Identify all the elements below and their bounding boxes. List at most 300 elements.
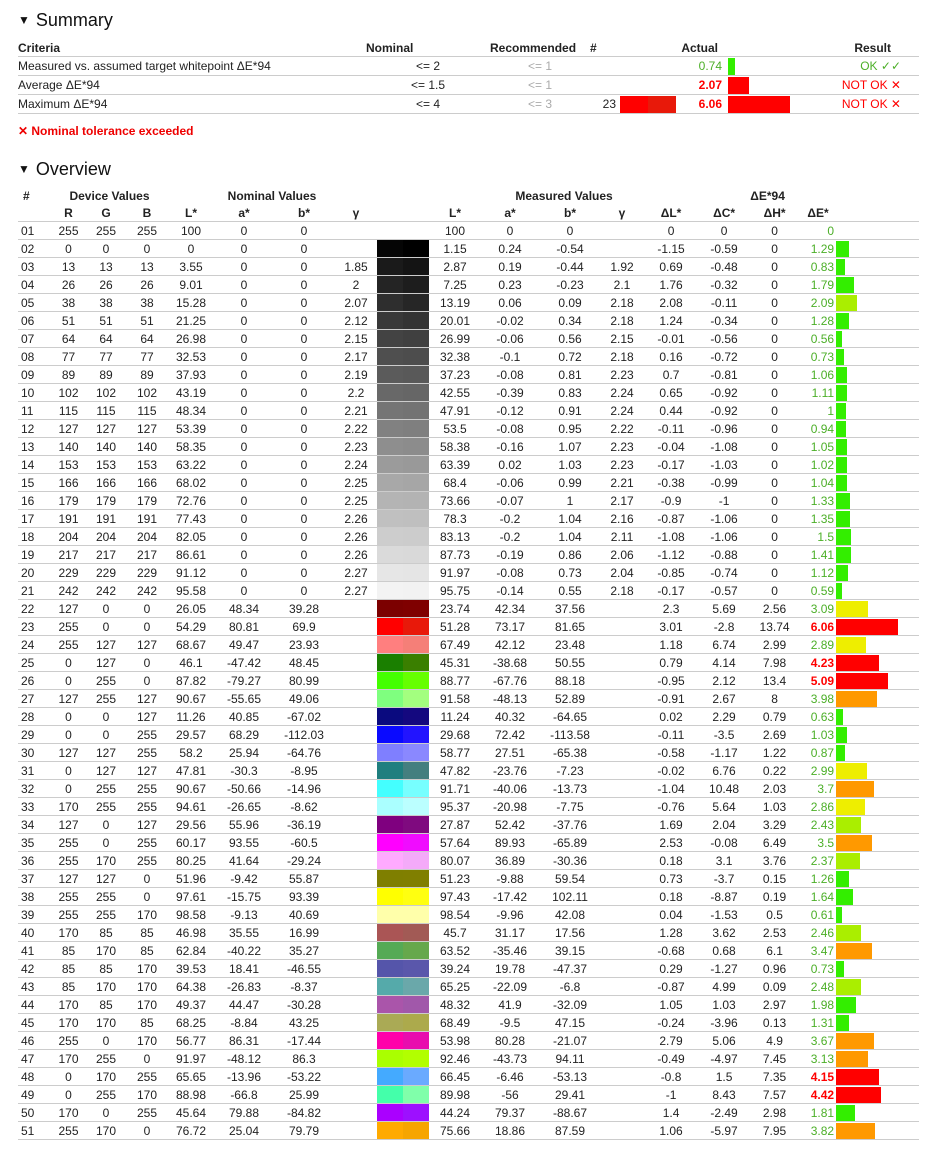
delta-h: 0 [749, 474, 800, 492]
measured-b: -64.65 [539, 708, 601, 726]
patch-number: 50 [18, 1104, 52, 1122]
swatch-pair [377, 888, 429, 905]
delta-e-bar [836, 1051, 868, 1067]
color-swatch [377, 780, 429, 798]
device-g: 255 [85, 798, 127, 816]
color-swatch [377, 366, 429, 384]
device-r: 170 [52, 924, 85, 942]
swatch-measured [403, 294, 429, 311]
delta-e-bar-cell [836, 708, 919, 726]
delta-e-bar [836, 637, 866, 653]
measured-gamma [601, 1050, 643, 1068]
delta-l: 1.05 [643, 996, 699, 1014]
delta-l: -0.49 [643, 1050, 699, 1068]
delta-c: -3.5 [699, 726, 749, 744]
subheader-b: B [142, 205, 152, 220]
delta-e: 1.35 [800, 510, 836, 528]
delta-l: 0.18 [643, 888, 699, 906]
device-b: 179 [127, 492, 167, 510]
overview-row [18, 1104, 919, 1122]
delta-e-bar [836, 709, 842, 725]
nominal-gamma [335, 222, 377, 240]
delta-c: -2.8 [699, 618, 749, 636]
delta-e: 0.63 [800, 708, 836, 726]
color-swatch [377, 276, 429, 294]
measured-gamma [601, 780, 643, 798]
nominal-gamma: 2.26 [335, 528, 377, 546]
actual-bar [728, 77, 749, 94]
patch-number: 19 [18, 546, 52, 564]
nominal-l: 60.17 [167, 834, 215, 852]
patch-number: 22 [18, 600, 52, 618]
nominal-l: 100 [167, 222, 215, 240]
overview-row [18, 564, 919, 582]
nominal-gamma: 2.24 [335, 456, 377, 474]
measured-a: -17.42 [481, 888, 539, 906]
measured-gamma: 2.15 [601, 330, 643, 348]
swatch-pair [377, 960, 429, 977]
delta-c: 2.29 [699, 708, 749, 726]
swatch-measured [403, 996, 429, 1013]
measured-a: 0.06 [481, 294, 539, 312]
swatch-measured [403, 384, 429, 401]
nominal-cell: <= 4 [366, 95, 490, 114]
device-r: 204 [52, 528, 85, 546]
nominal-gamma [335, 780, 377, 798]
patch-number: 24 [18, 636, 52, 654]
measured-b: 42.08 [539, 906, 601, 924]
nominal-b: 0 [273, 222, 335, 240]
swatch-measured [403, 1032, 429, 1049]
overview-row [18, 312, 919, 330]
device-r: 255 [52, 636, 85, 654]
nominal-a: -79.27 [215, 672, 273, 690]
swatch-nominal [377, 942, 403, 959]
measured-gamma [601, 834, 643, 852]
delta-e-bar-cell [836, 978, 919, 996]
measured-l: 92.46 [429, 1050, 481, 1068]
swatch-pair [377, 996, 429, 1013]
device-g: 242 [85, 582, 127, 600]
swatch-nominal [377, 384, 403, 401]
delta-e-bar-cell [836, 1086, 919, 1104]
delta-c: -1.27 [699, 960, 749, 978]
measured-b: 39.15 [539, 942, 601, 960]
measured-gamma [601, 708, 643, 726]
color-swatch [377, 312, 429, 330]
color-swatch [377, 888, 429, 906]
delta-e: 1.03 [800, 726, 836, 744]
device-b: 0 [127, 240, 167, 258]
swatch-nominal [377, 672, 403, 689]
overview-row [18, 672, 919, 690]
nominal-l: 54.29 [167, 618, 215, 636]
device-b: 26 [127, 276, 167, 294]
device-r: 255 [52, 222, 85, 240]
device-b: 255 [127, 744, 167, 762]
delta-e-bar [836, 439, 847, 455]
swatch-nominal [377, 852, 403, 869]
summary-row [18, 95, 919, 114]
nominal-l: 91.12 [167, 564, 215, 582]
color-swatch [377, 852, 429, 870]
nominal-a: 0 [215, 564, 273, 582]
overview-row [18, 996, 919, 1014]
measured-b: -13.73 [539, 780, 601, 798]
measured-b: 0.83 [539, 384, 601, 402]
device-g: 166 [85, 474, 127, 492]
device-b: 255 [127, 834, 167, 852]
measured-a: -9.88 [481, 870, 539, 888]
device-b: 102 [127, 384, 167, 402]
measured-a: -0.06 [481, 474, 539, 492]
swatch-nominal [377, 1086, 403, 1103]
measured-gamma [601, 888, 643, 906]
color-swatch [377, 1086, 429, 1104]
patch-number: 13 [18, 438, 52, 456]
device-b: 38 [127, 294, 167, 312]
measured-b: -113.58 [539, 726, 601, 744]
device-g: 179 [85, 492, 127, 510]
overview-heading[interactable] [16, 156, 111, 182]
nominal-b: -112.03 [273, 726, 335, 744]
measured-a: 0 [481, 222, 539, 240]
overview-section [16, 156, 111, 182]
nominal-a: 18.41 [215, 960, 273, 978]
color-swatch [377, 618, 429, 636]
swatch-measured [403, 1014, 429, 1031]
measured-b: -37.76 [539, 816, 601, 834]
measured-l: 91.71 [429, 780, 481, 798]
delta-e: 3.13 [800, 1050, 836, 1068]
nominal-l: 37.93 [167, 366, 215, 384]
nominal-b: 0 [273, 366, 335, 384]
device-g: 127 [85, 654, 127, 672]
patch-number: 45 [18, 1014, 52, 1032]
measured-gamma: 2.23 [601, 456, 643, 474]
nominal-a: -26.83 [215, 978, 273, 996]
nominal-b: -8.62 [273, 798, 335, 816]
delta-e-bar [836, 1015, 849, 1031]
overview-row [18, 1068, 919, 1086]
measured-l: 51.28 [429, 618, 481, 636]
nominal-l: 43.19 [167, 384, 215, 402]
measured-gamma: 2.21 [601, 474, 643, 492]
swatch-measured [403, 312, 429, 329]
swatch-measured [403, 870, 429, 887]
device-g: 127 [85, 762, 127, 780]
nominal-l: 51.96 [167, 870, 215, 888]
patch-number: 29 [18, 726, 52, 744]
swatch-pair [377, 312, 429, 329]
nominal-a: 48.34 [215, 600, 273, 618]
color-swatch [377, 924, 429, 942]
delta-h: 13.74 [749, 618, 800, 636]
subheader-meas-b: b* [564, 205, 577, 220]
device-g: 170 [85, 852, 127, 870]
nominal-b: 16.99 [273, 924, 335, 942]
measured-b: 1 [539, 492, 601, 510]
device-g: 102 [85, 384, 127, 402]
patch-number: 18 [18, 528, 52, 546]
delta-e: 2.43 [800, 816, 836, 834]
overview-row [18, 708, 919, 726]
measured-l: 91.58 [429, 690, 481, 708]
patch-number: 26 [18, 672, 52, 690]
delta-e: 0.73 [800, 348, 836, 366]
nominal-b: 0 [273, 312, 335, 330]
color-swatch [377, 816, 429, 834]
delta-c: 5.69 [699, 600, 749, 618]
measured-a: -0.16 [481, 438, 539, 456]
swatch-measured [403, 510, 429, 527]
delta-e-bar-cell [836, 474, 919, 492]
nominal-l: 29.56 [167, 816, 215, 834]
device-r: 51 [52, 312, 85, 330]
subheader-meas-l: L* [449, 205, 462, 220]
nominal-b: 0 [273, 528, 335, 546]
count-swatch-cell [620, 95, 676, 114]
nominal-gamma: 2.25 [335, 492, 377, 510]
delta-e-bar [836, 691, 877, 707]
delta-e-bar [836, 529, 851, 545]
nominal-gamma [335, 996, 377, 1014]
delta-e-bar-cell [836, 258, 919, 276]
delta-e-bar-cell [836, 942, 919, 960]
subheader-r: R [64, 205, 73, 220]
delta-e: 0 [800, 222, 836, 240]
measured-gamma [601, 960, 643, 978]
delta-h: 7.45 [749, 1050, 800, 1068]
delta-c: -3.7 [699, 870, 749, 888]
device-g: 255 [85, 780, 127, 798]
measured-b: 50.55 [539, 654, 601, 672]
delta-e-bar-cell [836, 600, 919, 618]
swatch-nominal [377, 744, 403, 761]
delta-e: 1.5 [800, 528, 836, 546]
delta-c: -0.34 [699, 312, 749, 330]
delta-h: 0 [749, 366, 800, 384]
measured-gamma [601, 924, 643, 942]
nominal-l: 39.53 [167, 960, 215, 978]
delta-e: 1.26 [800, 870, 836, 888]
swatch-nominal [377, 1068, 403, 1085]
delta-c: -4.97 [699, 1050, 749, 1068]
measured-gamma [601, 942, 643, 960]
nominal-b: -67.02 [273, 708, 335, 726]
delta-e-bar-cell [836, 546, 919, 564]
delta-e: 1.41 [800, 546, 836, 564]
device-b: 127 [127, 636, 167, 654]
measured-b: 29.41 [539, 1086, 601, 1104]
measured-l: 87.73 [429, 546, 481, 564]
delta-e: 2.09 [800, 294, 836, 312]
device-g: 77 [85, 348, 127, 366]
nominal-a: -50.66 [215, 780, 273, 798]
device-b: 170 [127, 1086, 167, 1104]
device-r: 179 [52, 492, 85, 510]
delta-e: 1.28 [800, 312, 836, 330]
color-swatch [377, 1068, 429, 1086]
device-b: 229 [127, 564, 167, 582]
delta-e-bar-cell [836, 1122, 919, 1140]
delta-h: 7.95 [749, 1122, 800, 1140]
delta-e-bar-cell [836, 672, 919, 690]
swatch-pair [377, 240, 429, 257]
summary-heading[interactable] [16, 7, 920, 33]
device-r: 255 [52, 618, 85, 636]
swatch-measured [403, 600, 429, 617]
nominal-gamma [335, 978, 377, 996]
nominal-gamma: 2.07 [335, 294, 377, 312]
device-b: 255 [127, 852, 167, 870]
device-g: 191 [85, 510, 127, 528]
device-g: 255 [85, 690, 127, 708]
delta-e-bar-cell [836, 348, 919, 366]
nominal-gamma [335, 1104, 377, 1122]
device-r: 255 [52, 1122, 85, 1140]
swatch-nominal [377, 276, 403, 293]
measured-b: 0.34 [539, 312, 601, 330]
delta-e: 2.99 [800, 762, 836, 780]
delta-l: -1.08 [643, 528, 699, 546]
measured-a: -56 [481, 1086, 539, 1104]
count-swatch [620, 96, 676, 113]
swatch-pair [377, 438, 429, 455]
nominal-b: -8.95 [273, 762, 335, 780]
nominal-gamma: 2.21 [335, 402, 377, 420]
nominal-b: 48.45 [273, 654, 335, 672]
nominal-gamma: 2.2 [335, 384, 377, 402]
device-r: 127 [52, 420, 85, 438]
device-b: 0 [127, 672, 167, 690]
patch-number: 20 [18, 564, 52, 582]
delta-h: 6.1 [749, 942, 800, 960]
swatch-nominal [377, 1104, 403, 1121]
nominal-a: 0 [215, 420, 273, 438]
delta-e-bar-cell [836, 1068, 919, 1086]
nominal-gamma: 2 [335, 276, 377, 294]
delta-l: -1 [643, 1086, 699, 1104]
nominal-l: 53.39 [167, 420, 215, 438]
swatch-pair [377, 798, 429, 815]
swatch-pair [377, 618, 429, 635]
nominal-b: 49.06 [273, 690, 335, 708]
device-r: 0 [52, 780, 85, 798]
delta-c: -0.11 [699, 294, 749, 312]
delta-l: -0.04 [643, 438, 699, 456]
device-b: 0 [127, 888, 167, 906]
nominal-gamma [335, 1014, 377, 1032]
nominal-gamma [335, 852, 377, 870]
overview-row [18, 474, 919, 492]
count-swatch-part [620, 96, 648, 113]
nominal-b: -30.28 [273, 996, 335, 1014]
delta-c: 1.03 [699, 996, 749, 1014]
delta-l: 1.24 [643, 312, 699, 330]
nominal-values-header: Nominal Values [227, 188, 317, 203]
nominal-b: -46.55 [273, 960, 335, 978]
nominal-a: 0 [215, 348, 273, 366]
collapse-triangle-icon[interactable]: ▼ [18, 162, 30, 176]
nominal-b: 79.79 [273, 1122, 335, 1140]
nominal-a: 0 [215, 294, 273, 312]
overview-row [18, 240, 919, 258]
nominal-a: 0 [215, 402, 273, 420]
device-g: 26 [85, 276, 127, 294]
measured-l: 63.39 [429, 456, 481, 474]
delta-h: 0 [749, 402, 800, 420]
swatch-nominal [377, 1122, 403, 1139]
delta-e-bar [836, 853, 860, 869]
nominal-gamma [335, 600, 377, 618]
measured-a: 19.78 [481, 960, 539, 978]
delta-h: 0 [749, 510, 800, 528]
nominal-b: -64.76 [273, 744, 335, 762]
measured-gamma [601, 690, 643, 708]
measured-b: 52.89 [539, 690, 601, 708]
measured-a: -0.07 [481, 492, 539, 510]
overview-row [18, 438, 919, 456]
delta-e-bar [836, 601, 868, 617]
delta-e-bar [836, 421, 846, 437]
measured-gamma [601, 222, 643, 240]
device-r: 0 [52, 672, 85, 690]
measured-b: 59.54 [539, 870, 601, 888]
device-g: 85 [85, 924, 127, 942]
subheader-meas-gamma: γ [618, 205, 626, 220]
measured-a: -43.73 [481, 1050, 539, 1068]
swatch-pair [377, 546, 429, 563]
device-g: 0 [85, 1032, 127, 1050]
delta-l: 0.29 [643, 960, 699, 978]
overview-row [18, 348, 919, 366]
patch-number: 15 [18, 474, 52, 492]
delta-e-bar [836, 925, 861, 941]
measured-l: 20.01 [429, 312, 481, 330]
device-b: 85 [127, 942, 167, 960]
overview-row [18, 690, 919, 708]
delta-l: 2.08 [643, 294, 699, 312]
measured-gamma [601, 600, 643, 618]
swatch-nominal [377, 978, 403, 995]
nominal-a: 0 [215, 528, 273, 546]
swatch-pair [377, 1032, 429, 1049]
measured-b: 81.65 [539, 618, 601, 636]
device-g: 255 [85, 222, 127, 240]
subheader-nom-a: a* [238, 205, 250, 220]
patch-number: 31 [18, 762, 52, 780]
color-swatch [377, 528, 429, 546]
swatch-nominal [377, 312, 403, 329]
device-b: 255 [127, 222, 167, 240]
nominal-gamma: 2.15 [335, 330, 377, 348]
measured-gamma: 2.11 [601, 528, 643, 546]
delta-e-bar [836, 331, 842, 347]
color-swatch [377, 798, 429, 816]
swatch-nominal [377, 582, 403, 599]
device-g: 13 [85, 258, 127, 276]
nominal-l: 62.84 [167, 942, 215, 960]
overview-row [18, 600, 919, 618]
recommended-cell: <= 1 [490, 57, 590, 76]
collapse-triangle-icon[interactable]: ▼ [18, 13, 30, 27]
swatch-pair [377, 654, 429, 671]
delta-h: 2.56 [749, 600, 800, 618]
swatch-measured [403, 888, 429, 905]
nominal-l: 29.57 [167, 726, 215, 744]
delta-l: -0.8 [643, 1068, 699, 1086]
